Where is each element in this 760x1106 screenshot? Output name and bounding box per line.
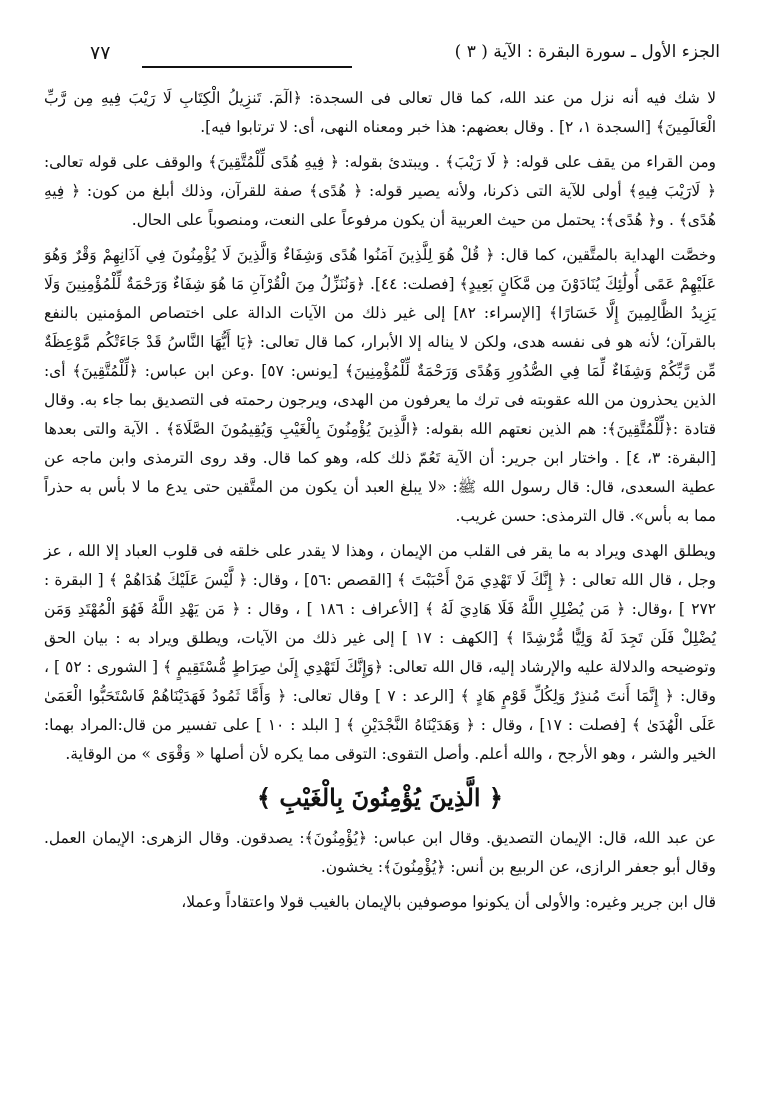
paragraph-3: وخصَّت الهداية بالمتَّقين، كما قال: ﴿ قُلْ هُوَ لِلَّذِينَ آمَنُوا هُدًى وَشِفَاءٌ وَالَّذِينَ لَا يُؤْمِنُونَ فِي آذَانِهِمْ وَقْرٌ وَهُوَ عَلَيْهِمْ عَمًى أُولَٰئِكَ يُنَادَوْنَ مِن مَّكَانٍ بَعِيدٍ﴾ [فصلت: ٤٤]. ﴿وَنُنَزِّلُ مِنَ الْقُرْآنِ مَا هُوَ شِفَاءٌ وَرَحْمَةٌ لِّلْمُؤْمِنِينَ وَلَا يَزِيدُ الظَّالِمِينَ إِلَّا خَسَارًا﴾ [الإسراء: ٨٢] إلى غير ذلك من الآيات الدالة على اختصاص المؤمنين بالنفع بالقرآن؛ لأنه هو فى نفسه هدى، ولكن لا يناله إلا الأبرار، كما قال تعالى: ﴿يَا أَيُّهَا النَّاسُ قَدْ جَاءَتْكُم مَّوْعِظَةٌ مِّن رَّبِّكُمْ وَشِفَاءٌ لِّمَا فِي الصُّدُورِ وَهُدًى وَرَحْمَةٌ لِّلْمُؤْمِنِينَ﴾ [يونس: ٥٧] .وعن ابن عباس: ﴿لِّلْمُتَّقِينَ﴾ أى: الذين يحذرون من الله عقوبته فى ترك ما يعرفون من الهدى، ويرجون رحمته فى التصديق بما جاء به. وقال قتادة :﴿لِّلْمُتَّقِينَ﴾: هم الذين نعتهم الله بقوله: ﴿الَّذِينَ يُؤْمِنُونَ بِالْغَيْبِ وَيُقِيمُونَ الصَّلَاةَ﴾ . الآية والتى بعدها [البقرة: ٣، ٤] . واختار ابن جرير: أن الآية تَعُمّ ذلك كله، وهو كما قال. وقد روى الترمذى وابن ماجه عن عطية السعدى، قال: قال رسول الله ﷺ: «لا يبلغ العبد أن يكون من المتَّقين حتى يدع ما لا بأس به حذراً مما به بأس». قال الترمذى: حسن غريب. (44, 246, 716, 525)
page-number: ٧٧ (90, 42, 111, 64)
paragraph-4: ويطلق الهدى ويراد به ما يقر فى القلب من الإيمان ، وهذا لا يقدر على خلقه فى قلوب العباد إلا الله ، عز وجل ، قال الله تعالى : ﴿ إِنَّكَ لَا تَهْدِي مَنْ أَحْبَبْتَ ﴾ [القصص :٥٦] ، وقال: ﴿ لَّيْسَ عَلَيْكَ هُدَاهُمْ ﴾ [ البقرة : ٢٧٢ ] ،وقال: ﴿ مَن يُضْلِلِ اللَّهُ فَلَا هَادِيَ لَهُ ﴾ [الأعراف : ١٨٦ ] ، وقال : ﴿ مَن يَهْدِ اللَّهُ فَهُوَ الْمُهْتَدِ وَمَن يُضْلِلْ فَلَن تَجِدَ لَهُ وَلِيًّا مُّرْشِدًا ﴾ [الكهف : ١٧ ] إلى غير ذلك من الآيات، ويطلق ويراد به : بيان الحق وتوضيحه والدلالة عليه والإرشاد إليه، قال الله تعالى: ﴿وَإِنَّكَ لَتَهْدِي إِلَىٰ صِرَاطٍ مُّسْتَقِيمٍ ﴾ [ الشورى : ٥٢ ] ، وقال: ﴿ إِنَّمَا أَنتَ مُنذِرٌ وَلِكُلِّ قَوْمٍ هَادٍ ﴾ [الرعد : ٧ ] وقال تعالى: ﴿ وَأَمَّا ثَمُودُ فَهَدَيْنَاهُمْ فَاسْتَحَبُّوا الْعَمَىٰ عَلَى الْهُدَىٰ ﴾ [فصلت : ١٧] ، وقال : ﴿ وَهَدَيْنَاهُ النَّجْدَيْنِ ﴾ [ البلد : ١٠ ] على تفسير من قال:المراد بهما: الخير والشر ، وهو الأرجح ، والله أعلم. وأصل التقوى: التوقى مما يكره لأن أصلها « وَقْوَى » من الوقاية. (44, 542, 716, 763)
verse-heading (44, 781, 716, 816)
paragraph-6: قال ابن جرير وغيره: والأولى أن يكونوا موصوفين بالإيمان بالغيب قولا واعتقاداً وعملا، (181, 893, 716, 911)
paragraph-5: عن عبد الله، قال: الإيمان التصديق. وقال ابن عباس: ﴿يُؤْمِنُونَ﴾: يصدقون. وقال الزهرى: الإيمان العمل. وقال أبو جعفر الرازى، عن الربيع بن أنس: ﴿يُؤْمِنُونَ﴾: يخشون. (44, 829, 716, 876)
paragraph-1: لا شك فيه أنه نزل من عند الله، كما قال تعالى فى السجدة: ﴿الٓمٓ. تَنزِيلُ الْكِتَابِ لَا رَيْبَ فِيهِ مِن رَّبِّ الْعَالَمِينَ﴾ [السجدة ١، ٢] . وقال بعضهم: هذا خبر ومعناه النهى، أى: لا ترتابوا فيه]. (44, 89, 716, 136)
running-title: الجزء الأول ـ سورة البقرة : الآية ( ٣ ) (454, 42, 720, 62)
page-header (60, 36, 720, 76)
page-body (44, 84, 716, 917)
header-rule (142, 66, 352, 68)
paragraph-2: ومن القراء من يقف على قوله: ﴿ لَا رَيْبَ﴾ . ويبتدئ بقوله: ﴿ فِيهِ هُدًى لِّلْمُتَّقِينَ﴾ والوقف على قوله تعالى: ﴿ لَارَيْبَ فِيهِ﴾ أولى للآية التى ذكرنا، ولأنه يصير قوله: ﴿ هُدًى﴾ صفة للقرآن، وذلك أبلغ من كون: ﴿ فِيهِ هُدًى﴾ . و﴿ هُدًى﴾: يحتمل من حيث العربية أن يكون مرفوعاً على النعت، ومنصوباً على الحال. (44, 153, 716, 229)
verse-heading-text: ﴿ الَّذِينَ يُؤْمِنُونَ بِالْغَيْبِ ﴾ (257, 783, 503, 812)
